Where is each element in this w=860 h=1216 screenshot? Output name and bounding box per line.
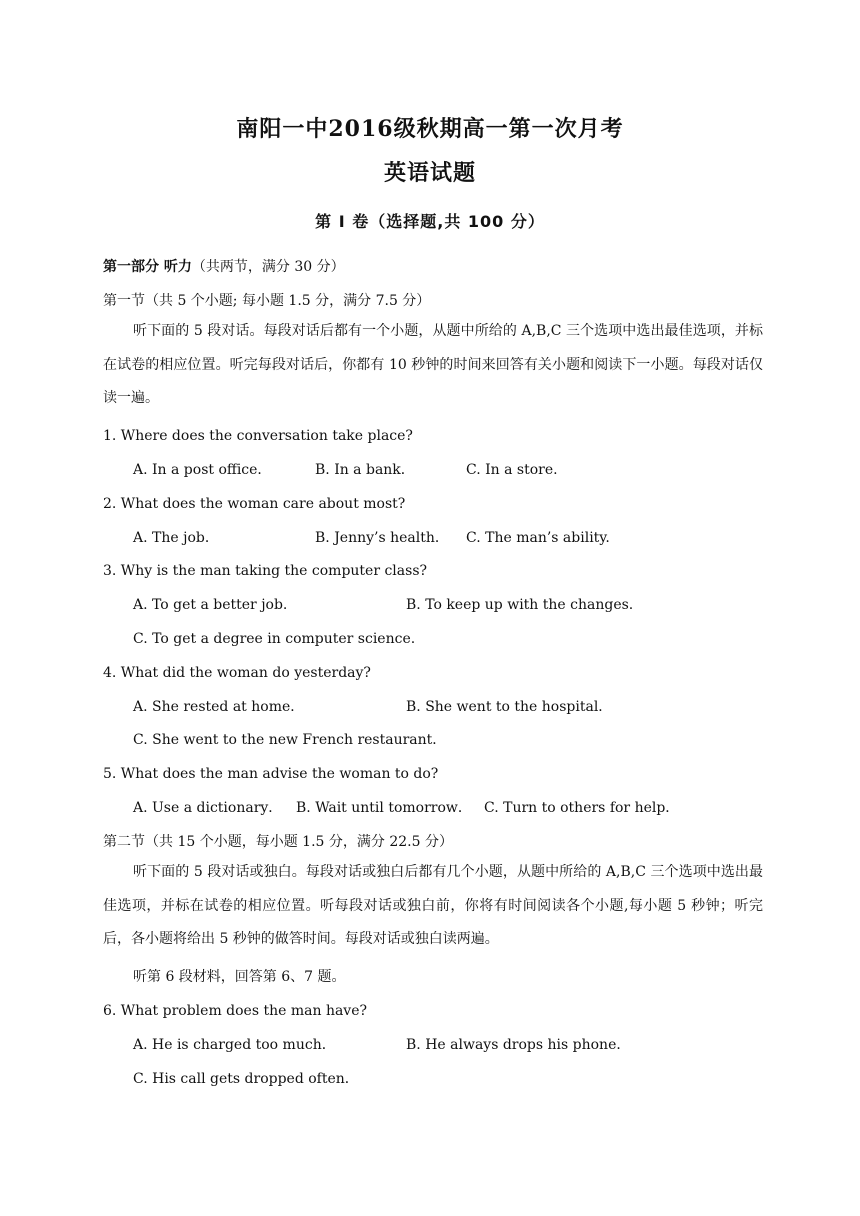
volume-heading: 第 I 卷（选择题,共 100 分） [315,212,545,231]
q3-option-b: B. To keep up with the changes. [406,597,634,613]
q2-option-b: B. Jenny’s health． [315,530,449,546]
section2-instructions: 听下面的 5 段对话或独白。每段对话或独白后都有几个小题，从题中所给的 A,B,C 三个选项中选出最佳选项，并标在试卷的相应位置。听每段对话或独白前，你将有时间阅读各个小题,每小题 5 秒钟；听完后，各小题将给出 5 秒钟的做答时间。每段对话或独白读两遍。 [103,864,763,947]
part1-heading [103,257,763,277]
question-1: 1. Where does the conversation take place? [103,428,413,444]
q1-option-b: B. In a bank． [315,462,415,478]
q3-option-c: C. To get a degree in computer science. [133,631,416,647]
q1-option-a: A. In a post office． [133,462,272,478]
section2-heading: 第二节（共 15 个小题，每小题 1.5 分，满分 22.5 分） [103,834,453,850]
part1-heading-bold: 第一部分 听力 [103,259,192,275]
section1-instructions: 听下面的 5 段对话。每段对话后都有一个小题，从题中所给的 A,B,C 三个选项中选出最佳选项，并标在试卷的相应位置。听完每段对话后，你都有 10 秒钟的时间来回答有关小题和阅读下一小题。每段对话仅读一遍。 [103,323,763,406]
q2-option-c: C. The man’s ability. [466,530,610,546]
material-note: 听第 6 段材料，回答第 6、7 题。 [133,969,346,985]
q6-option-b: B. He always drops his phone． [406,1037,631,1053]
q4-option-c: C. She went to the new French restaurant． [133,732,447,748]
q4-option-b: B. She went to the hospital． [406,699,613,715]
q1-option-c: C. In a store. [466,462,558,478]
part1-heading-rest: （共两节，满分 30 分） [191,259,345,275]
exam-subtitle: 英语试题 [383,160,476,186]
question-6: 6. What problem does the man have? [103,1003,368,1019]
q6-option-a: A. He is charged too much． [133,1037,336,1053]
q3-option-a: A. To get a better job. [133,597,288,613]
question-4: 4. What did the woman do yesterday? [103,665,371,681]
question-2: 2. What does the woman care about most? [103,496,406,512]
q2-option-a: A. The job． [133,530,219,546]
q4-option-a: A. She rested at home． [133,699,305,715]
q5-option-b: B. Wait until tomorrow． [296,800,472,816]
question-5: 5. What does the man advise the woman to do? [103,766,439,782]
section1-heading: 第一节（共 5 个小题; 每小题 1.5 分，满分 7.5 分） [103,293,431,309]
q5-option-a: A. Use a dictionary． [133,800,283,816]
q5-option-c: C. Turn to others for help． [484,800,680,816]
question-3: 3. Why is the man taking the computer class? [103,563,428,579]
q6-option-c: C. His call gets dropped often． [133,1071,359,1087]
exam-title: 南阳一中2016级秋期高一第一次月考 [236,116,624,142]
